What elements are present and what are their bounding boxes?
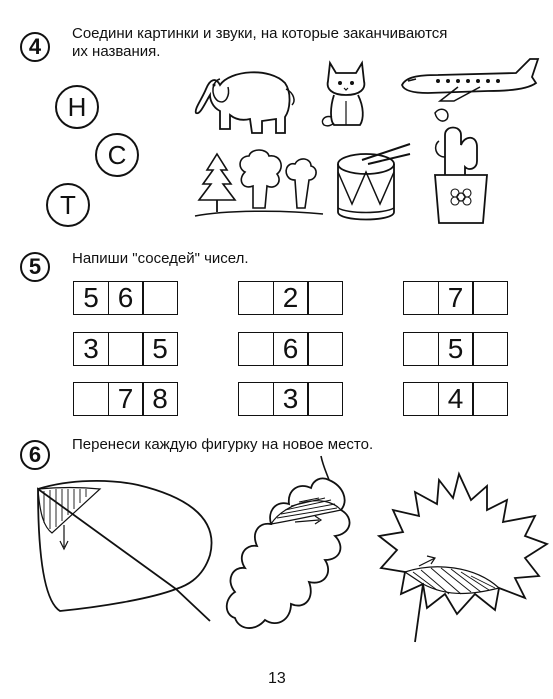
number-box-1-2 (238, 281, 343, 315)
cell[interactable]: 3 (73, 332, 109, 366)
cell[interactable]: 5 (142, 332, 178, 366)
letter-s: С (107, 139, 127, 170)
number-box-2-2 (238, 332, 343, 366)
task-5-badge (20, 252, 50, 282)
cell[interactable] (472, 382, 508, 416)
cell[interactable]: 3 (273, 382, 309, 416)
cell[interactable] (238, 382, 274, 416)
task-6-badge (20, 440, 50, 470)
oak-leaf-icon[interactable] (225, 452, 360, 652)
cell[interactable] (307, 382, 343, 416)
cell[interactable] (238, 332, 274, 366)
number-box-3-2 (238, 382, 343, 416)
number-box-3-3 (403, 382, 508, 416)
trees-icon[interactable] (195, 148, 325, 223)
cell[interactable] (472, 281, 508, 315)
number-box-2-1 (73, 332, 178, 366)
cell[interactable]: 8 (142, 382, 178, 416)
task-4-badge (20, 32, 50, 62)
task-4-number: 4 (28, 34, 42, 59)
cell[interactable] (307, 281, 343, 315)
task-4-instruction-line2: их названия. (72, 43, 161, 60)
airplane-icon[interactable] (398, 55, 543, 105)
page-number: 13 (268, 670, 286, 687)
heart-leaf-icon[interactable] (30, 475, 215, 625)
letter-circle-n[interactable] (55, 85, 99, 129)
number-box-2-3 (403, 332, 508, 366)
cell[interactable] (108, 332, 144, 366)
cell[interactable]: 2 (273, 281, 309, 315)
task-6-instruction: Перенеси каждую фигурку на новое место. (72, 436, 374, 453)
cell[interactable] (73, 382, 109, 416)
maple-leaf-icon[interactable] (375, 470, 550, 645)
drum-icon[interactable] (332, 140, 412, 225)
task-5-instruction: Напиши "соседей" чисел. (72, 250, 249, 267)
cell[interactable] (238, 281, 274, 315)
cell[interactable] (403, 281, 439, 315)
cell[interactable]: 5 (438, 332, 474, 366)
number-box-1-3 (403, 281, 508, 315)
task-5-number: 5 (28, 254, 42, 279)
cell[interactable] (403, 382, 439, 416)
cell[interactable] (307, 332, 343, 366)
cell[interactable]: 7 (108, 382, 144, 416)
task-4-instruction-line1: Соедини картинки и звуки, на которые заканчиваются (72, 25, 448, 42)
cell[interactable]: 5 (73, 281, 109, 315)
letter-n: Н (67, 91, 87, 122)
elephant-icon[interactable] (190, 55, 300, 140)
cell[interactable]: 6 (273, 332, 309, 366)
cell[interactable]: 7 (438, 281, 474, 315)
cell[interactable]: 6 (108, 281, 144, 315)
cell[interactable] (142, 281, 178, 315)
cat-icon[interactable] (318, 55, 378, 130)
cactus-icon[interactable] (425, 105, 500, 225)
cell[interactable] (472, 332, 508, 366)
task-6-number: 6 (28, 442, 42, 467)
cell[interactable]: 4 (438, 382, 474, 416)
letter-circle-t[interactable] (46, 183, 90, 227)
number-box-1-1 (73, 281, 178, 315)
number-box-3-1 (73, 382, 178, 416)
letter-t: Т (60, 189, 76, 220)
letter-circle-s[interactable] (95, 133, 139, 177)
cell[interactable] (403, 332, 439, 366)
